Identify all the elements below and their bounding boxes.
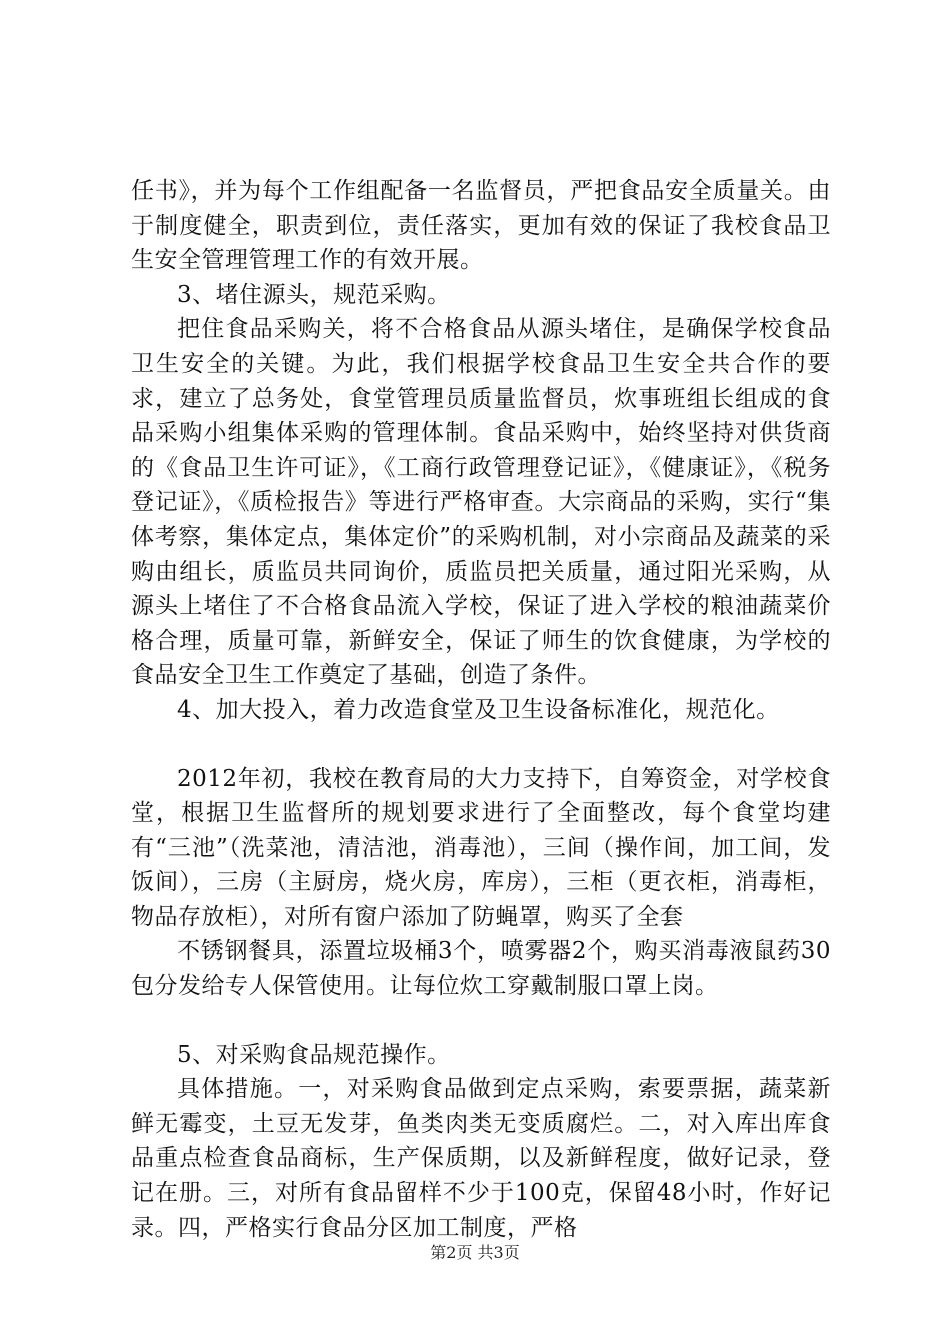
paragraph-continuation: 任书》，并为每个工作组配备一名监督员，严把食品安全质量关。由于制度健全，职责到位，责任落实，更加有效的保证了我校食品卫生安全管理管理工作的有效开展。 [131,178,831,274]
section-heading-4: 4、加大投入，着力改造食堂及卫生设备标准化，规范化。 [177,696,780,723]
section-heading-3: 3、堵住源头，规范采购。 [177,281,451,308]
section-heading-5: 5、对采购食品规范操作。 [177,1041,451,1068]
paragraph-canteen-renovation: 2012年初，我校在教育局的大力支持下，自筹资金，对学校食堂，根据卫生监督所的规划要求进行了全面整改，每个食堂均建有“三池”（洗菜池，清洁池，消毒池），三间（操作间，加工间，发饭间），三房（主厨房，烧火房，库房），三柜（更衣柜，消毒柜，物品存放柜），对所有窗户添加了防蝇罩，购买了全套 [131,765,831,930]
paragraph-gap [131,1004,831,1038]
paragraph-measures: 具体措施。一，对采购食品做到定点采购，索要票据，蔬菜新鲜无霉变，土豆无发芽，鱼类肉类无变质腐烂。二，对入库出库食品重点检查食品商标，生产保质期，以及新鲜程度，做好记录，登记在册。三，对所有食品留样不少于100克，保留48小时，作好记录。四，严格实行食品分区加工制度，严格 [131,1076,831,1241]
document-body [131,174,831,1245]
paragraph-equipment: 不锈钢餐具，添置垃圾桶3个，喷雾器2个，购买消毒液鼠药30包分发给专人保管使用。让每位炊工穿戴制服口罩上岗。 [131,938,831,1000]
paragraph-gap [131,728,831,762]
paragraph-procurement: 把住食品采购关，将不合格食品从源头堵住，是确保学校食品卫生安全的关键。为此，我们根据学校食品卫生安全共合作的要求，建立了总务处，食堂管理员质量监督员，炊事班组长组成的食品采购小组集体采购的管理体制。食品采购中，始终坚持对供货商的《食品卫生许可证》，《工商行政管理登记证》，《健康证》，《税务登记证》，《质检报告》等进行严格审查。大宗商品的采购，实行“集体考察，集体定点，集体定价”的采购机制，对小宗商品及蔬菜的采购由组长，质监员共同询价，质监员把关质量，通过阳光采购，从源头上堵住了不合格食品流入学校，保证了进入学校的粮油蔬菜价格合理，质量可靠，新鲜安全，保证了师生的饮食健康，为学校的食品安全卫生工作奠定了基础，创造了条件。 [131,316,831,689]
page-number: 第2页 共3页 [430,1243,520,1262]
